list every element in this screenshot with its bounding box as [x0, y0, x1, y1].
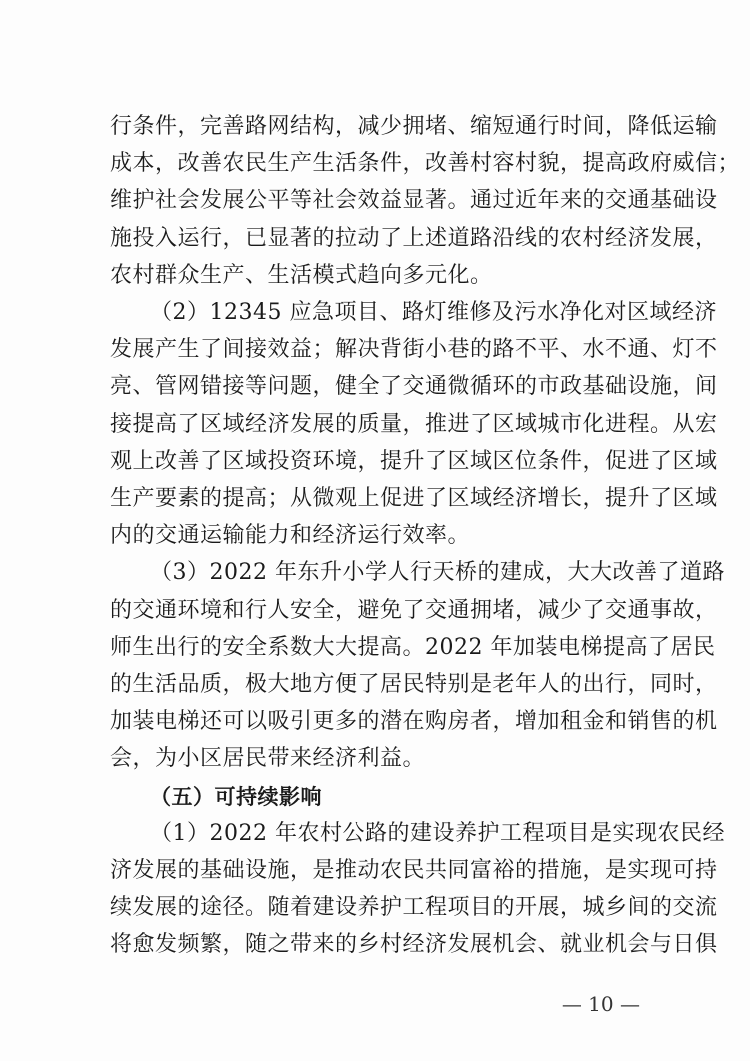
text-line: 续发展的途径。随着建设养护工程项目的开展，城乡间的交流: [110, 895, 718, 920]
text-line: 会，为小区居民带来经济利益。: [110, 746, 426, 771]
text-line: 济发展的基础设施，是推动农民共同富裕的措施，是实现可持: [110, 858, 718, 883]
text-line: 成本，改善农民生产生活条件，改善村容村貌，提高政府威信；: [110, 151, 741, 176]
text-line: 行条件，完善路网结构，减少拥堵、缩短通行时间，降低运输: [110, 114, 718, 139]
text-line: 师生出行的安全系数大大提高。2022 年加装电梯提高了居民: [110, 635, 716, 660]
text-line: 的生活品质，极大地方便了居民特别是老年人的出行，同时，: [110, 672, 718, 697]
text-line: 加装电梯还可以吸引更多的潜在购房者，增加租金和销售的机: [110, 709, 718, 734]
text-line: 维护社会发展公平等社会效益显著。通过近年来的交通基础设: [110, 188, 718, 213]
text-line: 发展产生了间接效益；解决背街小巷的路不平、水不通、灯不: [110, 337, 718, 362]
page-number: — 10 —: [561, 992, 640, 1016]
paragraph-start-line: （3）2022 年东升小学人行天桥的建成，大大改善了道路: [150, 560, 725, 585]
section-heading: （五）可持续影响: [150, 785, 322, 809]
text-line: 将愈发频繁，随之带来的乡村经济发展机会、就业机会与日俱: [110, 932, 718, 957]
text-line: 接提高了区域经济发展的质量，推进了区域城市化进程。从宏: [110, 412, 718, 437]
text-line: 内的交通运输能力和经济运行效率。: [110, 523, 471, 548]
text-line: 农村群众生产、生活模式趋向多元化。: [110, 263, 493, 288]
text-line: 的交通环境和行人安全，避免了交通拥堵，减少了交通事故，: [110, 598, 718, 623]
text-line: 施投入运行，已显著的拉动了上述道路沿线的农村经济发展，: [110, 226, 718, 251]
paragraph-start-line: （2）12345 应急项目、路灯维修及污水净化对区域经济: [150, 300, 717, 325]
text-line: 观上改善了区域投资环境，提升了区域区位条件，促进了区域: [110, 449, 718, 474]
text-line: 亮、管网错接等问题，健全了交通微循环的市政基础设施，间: [110, 374, 718, 399]
paragraph-start-line: （1）2022 年农村公路的建设养护工程项目是实现农民经: [150, 821, 725, 846]
text-line: 生产要素的提高；从微观上促进了区域经济增长，提升了区域: [110, 486, 718, 511]
